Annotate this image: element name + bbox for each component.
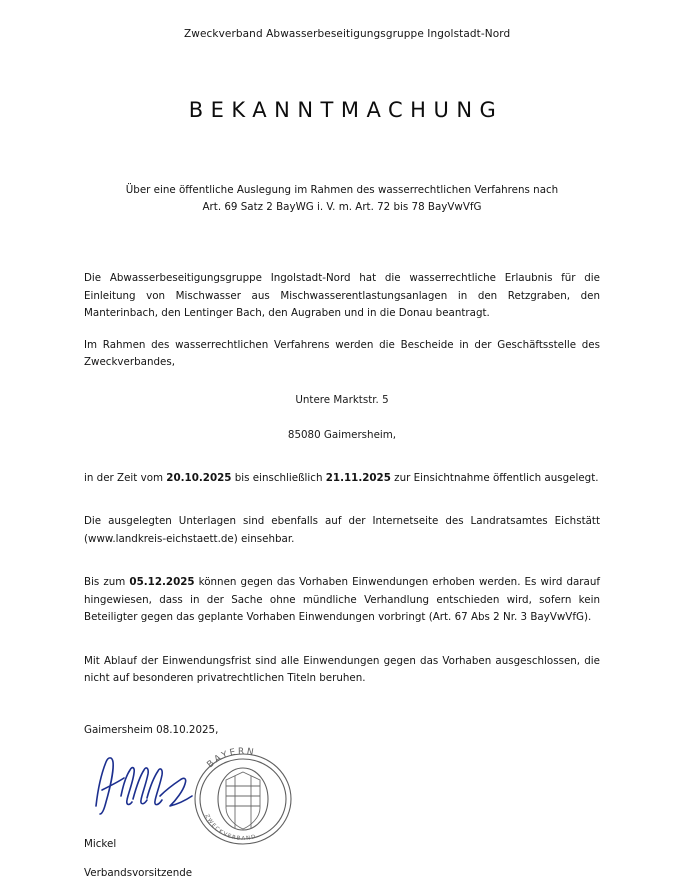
paragraph-display-period: [84, 470, 600, 488]
paragraph-online-documents: Die ausgelegten Unterlagen sind ebenfalls auf der Internetseite des Landratsamtes Eichstätt (www.landkreis-eichstaett.de) einsehbar.: [84, 515, 600, 545]
stamp-text-top: BAYERN: [205, 746, 257, 770]
address-street: Untere Marktstr. 5: [295, 393, 389, 406]
svg-text:BAYERN: [205, 746, 256, 769]
paragraph-objection-deadline: [84, 574, 600, 627]
objection-pre: Bis zum: [84, 576, 130, 588]
signature-area: [84, 736, 600, 842]
signatory-role: Verbandsvorsitzende: [84, 866, 193, 879]
paragraph-application: Die Abwasserbeseitigungsgruppe Ingolstadt-Nord hat die wasserrechtliche Erlaubnis für die Einleitung von Mischwasser aus Mischwasserentlastungsanlagen in den Retzgraben, den Manterinbach, den Lentinger Bach, den Augraben und in die Donau beantragt.: [84, 272, 600, 319]
subtitle-line-2: Art. 69 Satz 2 BayWG i. V. m. Art. 72 bis 78 BayVwVfG: [202, 201, 482, 213]
page-title: BEKANNTMACHUNG: [188, 98, 504, 122]
paragraph-exclusion: Mit Ablauf der Einwendungsfrist sind alle Einwendungen gegen das Vorhaben ausgeschlossen, die nicht auf besonderen privatrechtlichen Titeln beruhen.: [84, 654, 600, 684]
address-city: 85080 Gaimersheim,: [287, 428, 397, 441]
objection-post: können gegen das Vorhaben Einwendungen erhoben werden. Es wird darauf hingewiesen, dass in der Sache ohne mündliche Verhandlung entschieden wird, sofern kein Beteiligter gegen das geplante Vorhaben Einwendungen vorbringt (Art. 67 Abs 2 Nr. 3 BayVwVfG).: [84, 576, 600, 623]
signatory-name: Mickel: [84, 837, 117, 850]
display-period-post: zur Einsichtnahme öffentlich ausgelegt.: [390, 471, 599, 484]
document-body: [84, 270, 600, 688]
official-stamp-icon: [180, 736, 306, 862]
document-content: [84, 0, 600, 879]
signature-block: [84, 724, 600, 879]
display-date-from: 20.10.2025: [166, 471, 232, 484]
display-date-to: 21.11.2025: [325, 471, 391, 484]
signature-place-date: Gaimersheim 08.10.2025,: [84, 723, 219, 736]
svg-text:ZWECKVERBAND: [204, 813, 258, 842]
stamp-text-bottom: ZWECKVERBAND: [203, 812, 258, 842]
paragraph-procedure: Im Rahmen des wasserrechtlichen Verfahrens werden die Bescheide in der Geschäftsstelle des Zweckverbandes,: [84, 338, 600, 368]
subtitle-line-1: Über eine öffentliche Auslegung im Rahmen des wasserrechtlichen Verfahrens nach: [125, 184, 559, 196]
display-period-mid: bis einschließlich: [231, 471, 326, 484]
display-period-pre: in der Zeit vom: [84, 471, 167, 484]
objection-date: 05.12.2025: [129, 576, 195, 588]
document-subtitle: [84, 182, 600, 216]
organization-header: Zweckverband Abwasserbeseitigungsgruppe Ingolstadt-Nord: [184, 28, 511, 40]
